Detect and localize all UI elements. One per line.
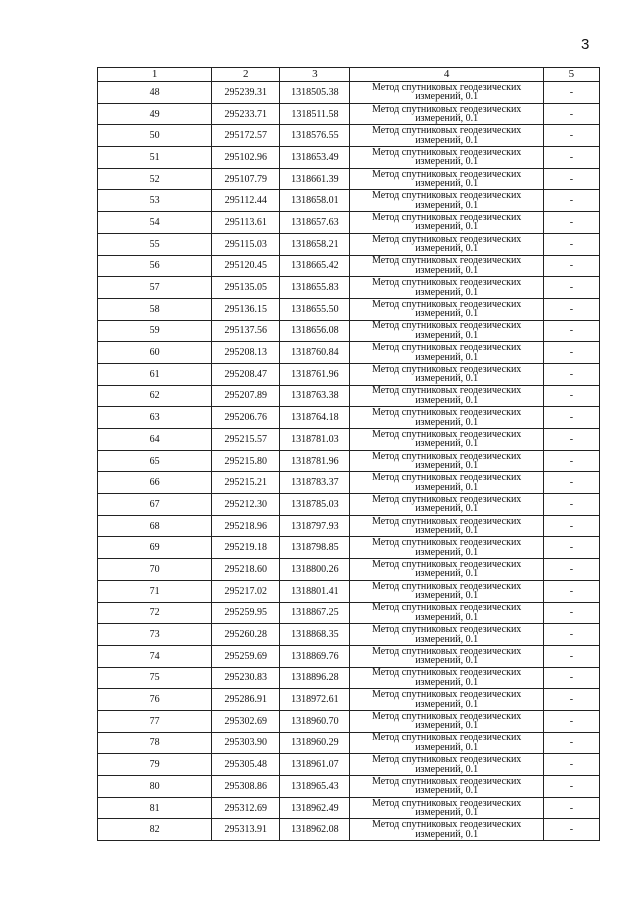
x-coordinate-cell: 295215.57 — [212, 429, 280, 451]
x-coordinate-cell: 295115.03 — [212, 233, 280, 255]
point-number-cell: 73 — [98, 624, 212, 646]
y-coordinate-cell: 1318960.29 — [280, 732, 350, 754]
point-number-cell: 53 — [98, 190, 212, 212]
method-line-1: Метод спутниковых геодезических — [371, 320, 522, 332]
method-line-2: измерений, 0.1 — [415, 525, 479, 537]
y-coordinate-cell: 1318764.18 — [280, 407, 350, 429]
table-row — [98, 819, 600, 841]
table-row — [98, 125, 600, 147]
x-coordinate-cell: 295208.47 — [212, 363, 280, 385]
method-line-2: измерений, 0.1 — [415, 156, 479, 168]
method-line-2: измерений, 0.1 — [415, 720, 479, 732]
header-cell-1: 1 — [98, 68, 212, 82]
method-cell — [350, 776, 543, 798]
method-cell — [350, 125, 543, 147]
method-line-1: Метод спутниковых геодезических — [371, 493, 522, 505]
y-coordinate-cell: 1318798.85 — [280, 537, 350, 559]
note-cell: - — [543, 667, 599, 689]
y-coordinate-cell: 1318658.21 — [280, 233, 350, 255]
y-coordinate-cell: 1318896.28 — [280, 667, 350, 689]
table-row — [98, 689, 600, 711]
note-cell: - — [543, 645, 599, 667]
note-cell: - — [543, 472, 599, 494]
method-line-1: Метод спутниковых геодезических — [371, 146, 522, 158]
method-cell — [350, 494, 543, 516]
note-cell: - — [543, 515, 599, 537]
method-cell — [350, 212, 543, 234]
table-row — [98, 103, 600, 125]
method-line-2: измерений, 0.1 — [415, 329, 479, 341]
method-line-2: измерений, 0.1 — [415, 611, 479, 623]
method-line-1: Метод спутниковых геодезических — [371, 277, 522, 289]
table-row — [98, 472, 600, 494]
table-row — [98, 450, 600, 472]
note-cell: - — [543, 754, 599, 776]
point-number-cell: 62 — [98, 385, 212, 407]
x-coordinate-cell: 295112.44 — [212, 190, 280, 212]
x-coordinate-cell: 295218.96 — [212, 515, 280, 537]
table-row — [98, 776, 600, 798]
note-cell: - — [543, 233, 599, 255]
x-coordinate-cell: 295102.96 — [212, 147, 280, 169]
point-number-cell: 72 — [98, 602, 212, 624]
point-number-cell: 82 — [98, 819, 212, 841]
point-number-cell: 78 — [98, 732, 212, 754]
note-cell: - — [543, 190, 599, 212]
note-cell: - — [543, 819, 599, 841]
note-cell: - — [543, 450, 599, 472]
method-line-2: измерений, 0.1 — [415, 373, 479, 385]
method-line-2: измерений, 0.1 — [415, 828, 479, 840]
point-number-cell: 77 — [98, 710, 212, 732]
method-cell — [350, 363, 543, 385]
method-cell — [350, 233, 543, 255]
x-coordinate-cell: 295233.71 — [212, 103, 280, 125]
method-cell — [350, 407, 543, 429]
method-line-1: Метод спутниковых геодезических — [371, 125, 522, 137]
x-coordinate-cell: 295313.91 — [212, 819, 280, 841]
method-line-1: Метод спутниковых геодезических — [371, 407, 522, 419]
method-cell — [350, 298, 543, 320]
method-line-2: измерений, 0.1 — [415, 416, 479, 428]
header-cell-5: 5 — [543, 68, 599, 82]
y-coordinate-cell: 1318661.39 — [280, 168, 350, 190]
method-line-2: измерений, 0.1 — [415, 91, 479, 103]
x-coordinate-cell: 295259.69 — [212, 645, 280, 667]
method-cell — [350, 342, 543, 364]
note-cell: - — [543, 429, 599, 451]
table-row — [98, 515, 600, 537]
table-row — [98, 82, 600, 104]
table-row — [98, 645, 600, 667]
y-coordinate-cell: 1318761.96 — [280, 363, 350, 385]
method-cell — [350, 710, 543, 732]
x-coordinate-cell: 295308.86 — [212, 776, 280, 798]
method-line-1: Метод спутниковых геодезических — [371, 732, 522, 744]
note-cell: - — [543, 710, 599, 732]
note-cell: - — [543, 797, 599, 819]
point-number-cell: 68 — [98, 515, 212, 537]
method-cell — [350, 82, 543, 104]
method-cell — [350, 819, 543, 841]
method-line-1: Метод спутниковых геодезических — [371, 190, 522, 202]
header-cell-3: 3 — [280, 68, 350, 82]
note-cell: - — [543, 168, 599, 190]
y-coordinate-cell: 1318505.38 — [280, 82, 350, 104]
y-coordinate-cell: 1318655.83 — [280, 277, 350, 299]
method-line-1: Метод спутниковых геодезических — [371, 710, 522, 722]
x-coordinate-cell: 295305.48 — [212, 754, 280, 776]
table-row — [98, 298, 600, 320]
table-row — [98, 732, 600, 754]
method-line-1: Метод спутниковых геодезических — [371, 754, 522, 766]
point-number-cell: 60 — [98, 342, 212, 364]
note-cell: - — [543, 212, 599, 234]
method-line-1: Метод спутниковых геодезических — [371, 689, 522, 701]
method-line-1: Метод спутниковых геодезических — [371, 103, 522, 115]
y-coordinate-cell: 1318665.42 — [280, 255, 350, 277]
x-coordinate-cell: 295303.90 — [212, 732, 280, 754]
x-coordinate-cell: 295286.91 — [212, 689, 280, 711]
method-cell — [350, 277, 543, 299]
y-coordinate-cell: 1318781.96 — [280, 450, 350, 472]
point-number-cell: 74 — [98, 645, 212, 667]
y-coordinate-cell: 1318657.63 — [280, 212, 350, 234]
point-number-cell: 54 — [98, 212, 212, 234]
note-cell: - — [543, 147, 599, 169]
method-line-1: Метод спутниковых геодезических — [371, 255, 522, 267]
y-coordinate-cell: 1318511.58 — [280, 103, 350, 125]
method-line-2: измерений, 0.1 — [415, 568, 479, 580]
y-coordinate-cell: 1318960.70 — [280, 710, 350, 732]
point-number-cell: 57 — [98, 277, 212, 299]
header-cell-2: 2 — [212, 68, 280, 82]
table-row — [98, 797, 600, 819]
method-line-2: измерений, 0.1 — [415, 741, 479, 753]
x-coordinate-cell: 295302.69 — [212, 710, 280, 732]
point-number-cell: 59 — [98, 320, 212, 342]
method-cell — [350, 255, 543, 277]
method-line-2: измерений, 0.1 — [415, 308, 479, 320]
x-coordinate-cell: 295217.02 — [212, 580, 280, 602]
y-coordinate-cell: 1318760.84 — [280, 342, 350, 364]
table-row — [98, 233, 600, 255]
method-cell — [350, 580, 543, 602]
table-row — [98, 407, 600, 429]
point-number-cell: 65 — [98, 450, 212, 472]
note-cell: - — [543, 363, 599, 385]
table-row — [98, 494, 600, 516]
x-coordinate-cell: 295107.79 — [212, 168, 280, 190]
table-row — [98, 255, 600, 277]
table-row — [98, 190, 600, 212]
x-coordinate-cell: 295207.89 — [212, 385, 280, 407]
note-cell: - — [543, 298, 599, 320]
method-line-2: измерений, 0.1 — [415, 438, 479, 450]
method-line-1: Метод спутниковых геодезических — [371, 428, 522, 440]
y-coordinate-cell: 1318800.26 — [280, 559, 350, 581]
header-cell-4: 4 — [350, 68, 543, 82]
method-line-2: измерений, 0.1 — [415, 698, 479, 710]
note-cell: - — [543, 732, 599, 754]
note-cell: - — [543, 277, 599, 299]
point-number-cell: 67 — [98, 494, 212, 516]
point-number-cell: 80 — [98, 776, 212, 798]
method-line-1: Метод спутниковых геодезических — [371, 211, 522, 223]
point-number-cell: 70 — [98, 559, 212, 581]
note-cell: - — [543, 602, 599, 624]
table-header — [98, 68, 600, 82]
x-coordinate-cell: 295215.80 — [212, 450, 280, 472]
point-number-cell: 79 — [98, 754, 212, 776]
y-coordinate-cell: 1318785.03 — [280, 494, 350, 516]
table-row — [98, 342, 600, 364]
method-line-1: Метод спутниковых геодезических — [371, 624, 522, 636]
y-coordinate-cell: 1318783.37 — [280, 472, 350, 494]
page-number: 3 — [581, 36, 590, 53]
point-number-cell: 71 — [98, 580, 212, 602]
point-number-cell: 64 — [98, 429, 212, 451]
y-coordinate-cell: 1318576.55 — [280, 125, 350, 147]
x-coordinate-cell: 295215.21 — [212, 472, 280, 494]
table-row — [98, 537, 600, 559]
y-coordinate-cell: 1318781.03 — [280, 429, 350, 451]
note-cell: - — [543, 385, 599, 407]
x-coordinate-cell: 295172.57 — [212, 125, 280, 147]
table-row — [98, 385, 600, 407]
method-line-2: измерений, 0.1 — [415, 264, 479, 276]
note-cell: - — [543, 689, 599, 711]
method-line-2: измерений, 0.1 — [415, 676, 479, 688]
method-line-1: Метод спутниковых геодезических — [371, 580, 522, 592]
table-row — [98, 429, 600, 451]
method-line-1: Метод спутниковых геодезических — [371, 667, 522, 679]
method-cell — [350, 190, 543, 212]
method-line-2: измерений, 0.1 — [415, 763, 479, 775]
x-coordinate-cell: 295212.30 — [212, 494, 280, 516]
y-coordinate-cell: 1318655.50 — [280, 298, 350, 320]
y-coordinate-cell: 1318868.35 — [280, 624, 350, 646]
method-cell — [350, 537, 543, 559]
table-row — [98, 168, 600, 190]
point-number-cell: 52 — [98, 168, 212, 190]
method-line-1: Метод спутниковых геодезических — [371, 363, 522, 375]
method-line-1: Метод спутниковых геодезических — [371, 168, 522, 180]
x-coordinate-cell: 295259.95 — [212, 602, 280, 624]
point-number-cell: 63 — [98, 407, 212, 429]
method-line-2: измерений, 0.1 — [415, 785, 479, 797]
table-row — [98, 624, 600, 646]
method-cell — [350, 429, 543, 451]
method-line-2: измерений, 0.1 — [415, 199, 479, 211]
method-line-1: Метод спутниковых геодезических — [371, 775, 522, 787]
note-cell: - — [543, 342, 599, 364]
y-coordinate-cell: 1318962.49 — [280, 797, 350, 819]
y-coordinate-cell: 1318869.76 — [280, 645, 350, 667]
y-coordinate-cell: 1318653.49 — [280, 147, 350, 169]
point-number-cell: 56 — [98, 255, 212, 277]
method-line-2: измерений, 0.1 — [415, 481, 479, 493]
point-number-cell: 48 — [98, 82, 212, 104]
method-line-2: измерений, 0.1 — [415, 807, 479, 819]
y-coordinate-cell: 1318801.41 — [280, 580, 350, 602]
table-row — [98, 710, 600, 732]
method-cell — [350, 624, 543, 646]
y-coordinate-cell: 1318962.08 — [280, 819, 350, 841]
y-coordinate-cell: 1318965.43 — [280, 776, 350, 798]
method-line-2: измерений, 0.1 — [415, 590, 479, 602]
note-cell: - — [543, 82, 599, 104]
method-line-2: измерений, 0.1 — [415, 221, 479, 233]
method-cell — [350, 689, 543, 711]
x-coordinate-cell: 295113.61 — [212, 212, 280, 234]
method-cell — [350, 754, 543, 776]
method-line-2: измерений, 0.1 — [415, 503, 479, 515]
y-coordinate-cell: 1318797.93 — [280, 515, 350, 537]
x-coordinate-cell: 295219.18 — [212, 537, 280, 559]
x-coordinate-cell: 295206.76 — [212, 407, 280, 429]
x-coordinate-cell: 295136.15 — [212, 298, 280, 320]
method-line-1: Метод спутниковых геодезических — [371, 515, 522, 527]
table-row — [98, 277, 600, 299]
point-number-cell: 55 — [98, 233, 212, 255]
point-number-cell: 49 — [98, 103, 212, 125]
method-line-2: измерений, 0.1 — [415, 351, 479, 363]
y-coordinate-cell: 1318867.25 — [280, 602, 350, 624]
method-line-2: измерений, 0.1 — [415, 460, 479, 472]
method-line-2: измерений, 0.1 — [415, 546, 479, 558]
note-cell: - — [543, 776, 599, 798]
method-cell — [350, 732, 543, 754]
method-cell — [350, 667, 543, 689]
method-line-1: Метод спутниковых геодезических — [371, 450, 522, 462]
method-line-2: измерений, 0.1 — [415, 394, 479, 406]
table-row — [98, 147, 600, 169]
table-row — [98, 754, 600, 776]
x-coordinate-cell: 295218.60 — [212, 559, 280, 581]
note-cell: - — [543, 407, 599, 429]
x-coordinate-cell: 295312.69 — [212, 797, 280, 819]
method-cell — [350, 472, 543, 494]
coordinates-table — [97, 67, 600, 841]
method-line-2: измерений, 0.1 — [415, 286, 479, 298]
method-line-2: измерений, 0.1 — [415, 655, 479, 667]
method-cell — [350, 320, 543, 342]
method-line-1: Метод спутниковых геодезических — [371, 233, 522, 245]
note-cell: - — [543, 320, 599, 342]
table-row — [98, 559, 600, 581]
note-cell: - — [543, 103, 599, 125]
method-cell — [350, 602, 543, 624]
method-line-1: Метод спутниковых геодезических — [371, 797, 522, 809]
note-cell: - — [543, 255, 599, 277]
x-coordinate-cell: 295260.28 — [212, 624, 280, 646]
point-number-cell: 51 — [98, 147, 212, 169]
method-line-1: Метод спутниковых геодезических — [371, 537, 522, 549]
table-row — [98, 667, 600, 689]
method-line-2: измерений, 0.1 — [415, 113, 479, 125]
table-row — [98, 602, 600, 624]
point-number-cell: 50 — [98, 125, 212, 147]
header-row — [98, 68, 600, 82]
table-row — [98, 212, 600, 234]
method-cell — [350, 385, 543, 407]
method-line-2: измерений, 0.1 — [415, 633, 479, 645]
method-cell — [350, 559, 543, 581]
method-line-1: Метод спутниковых геодезических — [371, 602, 522, 614]
table-body — [98, 82, 600, 841]
note-cell: - — [543, 624, 599, 646]
table-row — [98, 580, 600, 602]
y-coordinate-cell: 1318763.38 — [280, 385, 350, 407]
x-coordinate-cell: 295230.83 — [212, 667, 280, 689]
point-number-cell: 69 — [98, 537, 212, 559]
x-coordinate-cell: 295120.45 — [212, 255, 280, 277]
method-line-2: измерений, 0.1 — [415, 134, 479, 146]
method-cell — [350, 147, 543, 169]
method-line-1: Метод спутниковых геодезических — [371, 81, 522, 93]
method-cell — [350, 168, 543, 190]
method-cell — [350, 797, 543, 819]
method-cell — [350, 645, 543, 667]
note-cell: - — [543, 559, 599, 581]
note-cell: - — [543, 537, 599, 559]
point-number-cell: 58 — [98, 298, 212, 320]
method-line-1: Метод спутниковых геодезических — [371, 558, 522, 570]
note-cell: - — [543, 125, 599, 147]
method-line-1: Метод спутниковых геодезических — [371, 645, 522, 657]
point-number-cell: 66 — [98, 472, 212, 494]
method-line-2: измерений, 0.1 — [415, 243, 479, 255]
method-line-1: Метод спутниковых геодезических — [371, 342, 522, 354]
y-coordinate-cell: 1318961.07 — [280, 754, 350, 776]
method-line-1: Метод спутниковых геодезических — [371, 819, 522, 831]
table-row — [98, 363, 600, 385]
method-cell — [350, 450, 543, 472]
x-coordinate-cell: 295239.31 — [212, 82, 280, 104]
x-coordinate-cell: 295208.13 — [212, 342, 280, 364]
method-line-1: Метод спутниковых геодезических — [371, 298, 522, 310]
method-cell — [350, 103, 543, 125]
note-cell: - — [543, 494, 599, 516]
y-coordinate-cell: 1318972.61 — [280, 689, 350, 711]
point-number-cell: 75 — [98, 667, 212, 689]
method-line-1: Метод спутниковых геодезических — [371, 472, 522, 484]
point-number-cell: 61 — [98, 363, 212, 385]
point-number-cell: 76 — [98, 689, 212, 711]
x-coordinate-cell: 295137.56 — [212, 320, 280, 342]
y-coordinate-cell: 1318656.08 — [280, 320, 350, 342]
method-line-2: измерений, 0.1 — [415, 178, 479, 190]
note-cell: - — [543, 580, 599, 602]
table-row — [98, 320, 600, 342]
x-coordinate-cell: 295135.05 — [212, 277, 280, 299]
method-cell — [350, 515, 543, 537]
y-coordinate-cell: 1318658.01 — [280, 190, 350, 212]
point-number-cell: 81 — [98, 797, 212, 819]
method-line-1: Метод спутниковых геодезических — [371, 385, 522, 397]
